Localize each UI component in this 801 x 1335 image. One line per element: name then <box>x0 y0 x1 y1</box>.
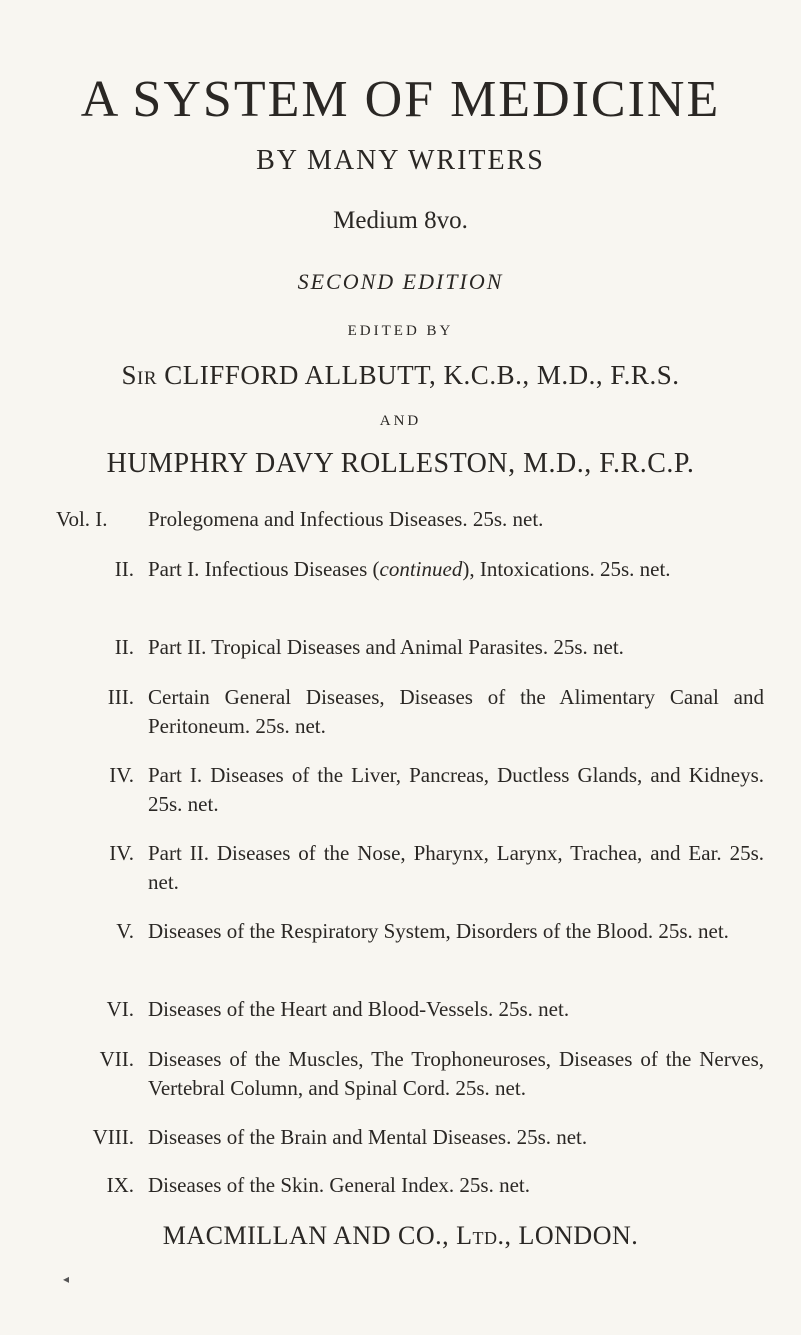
volume-number: II. <box>114 635 134 659</box>
volume-number: IX. <box>106 1173 134 1197</box>
volume-entry <box>64 683 764 741</box>
volume-entry <box>64 633 764 662</box>
and-label: AND <box>379 413 422 429</box>
format-note: Medium 8vo. <box>333 207 468 234</box>
volume-description: Diseases of the Skin. General Index. 25s. net. <box>148 1173 530 1197</box>
volume-entry <box>64 1045 764 1103</box>
editor-1-prefix: Sir <box>121 360 158 390</box>
volume-description: Part I. Diseases of the Liver, Pancreas, Ductless Glands, and Kidneys. 25s. net. <box>148 763 764 816</box>
volume-number: III. <box>107 685 134 709</box>
volume-entry <box>64 839 764 897</box>
page-title: A SYSTEM OF MEDICINE <box>80 71 721 128</box>
volume-number: IV. <box>109 841 134 865</box>
volume-description: Part II. Diseases of the Nose, Pharynx, Larynx, Trachea, and Ear. 25s. net. <box>148 841 764 894</box>
volume-description: Part I. Infectious Diseases (continued), Intoxications. 25s. net. <box>148 557 671 581</box>
editor-2: HUMPHRY DAVY ROLLESTON, M.D., F.R.C.P. <box>106 448 695 479</box>
edited-by-label: EDITED BY <box>347 323 454 339</box>
volume-entry <box>64 1123 764 1152</box>
subtitle: BY MANY WRITERS <box>256 145 545 176</box>
volume-description: Certain General Diseases, Diseases of the Alimentary Canal and Peritoneum. 25s. net. <box>148 685 764 738</box>
volume-number: VII. <box>99 1047 134 1071</box>
volume-number: VI. <box>106 997 134 1021</box>
volume-description: Diseases of the Respiratory System, Disorders of the Blood. 25s. net. <box>148 919 729 943</box>
edition-label: SECOND EDITION <box>297 269 504 294</box>
volume-description: Prolegomena and Infectious Diseases. 25s. net. <box>148 507 544 531</box>
volume-description: Part II. Tropical Diseases and Animal Parasites. 25s. net. <box>148 635 624 659</box>
publisher-imprint: MACMILLAN AND CO., Ltd., LONDON. <box>162 1221 639 1250</box>
volume-number: V. <box>116 919 134 943</box>
editor-1-name: CLIFFORD ALLBUTT, K.C.B., M.D., F.R.S. <box>164 360 680 390</box>
volume-entry <box>64 761 764 819</box>
volume-description: Diseases of the Brain and Mental Diseases. 25s. net. <box>148 1125 588 1149</box>
volume-entry <box>56 505 764 534</box>
volume-number: VIII. <box>92 1125 134 1149</box>
volume-entry <box>64 1171 764 1200</box>
volume-entry <box>64 917 764 946</box>
volume-number: II. <box>114 557 134 581</box>
volume-number: Vol. I. <box>56 507 108 531</box>
volume-description: Diseases of the Heart and Blood-Vessels. 25s. net. <box>148 997 570 1021</box>
volume-entry <box>64 995 764 1024</box>
editor-1 <box>0 358 801 392</box>
volume-entry <box>64 555 764 584</box>
volume-description: Diseases of the Muscles, The Trophoneuroses, Diseases of the Nerves, Vertebral Column, and Spinal Cord. 25s. net. <box>148 1047 764 1100</box>
volume-number: IV. <box>109 763 134 787</box>
ink-speck: ◂ <box>63 1272 70 1286</box>
